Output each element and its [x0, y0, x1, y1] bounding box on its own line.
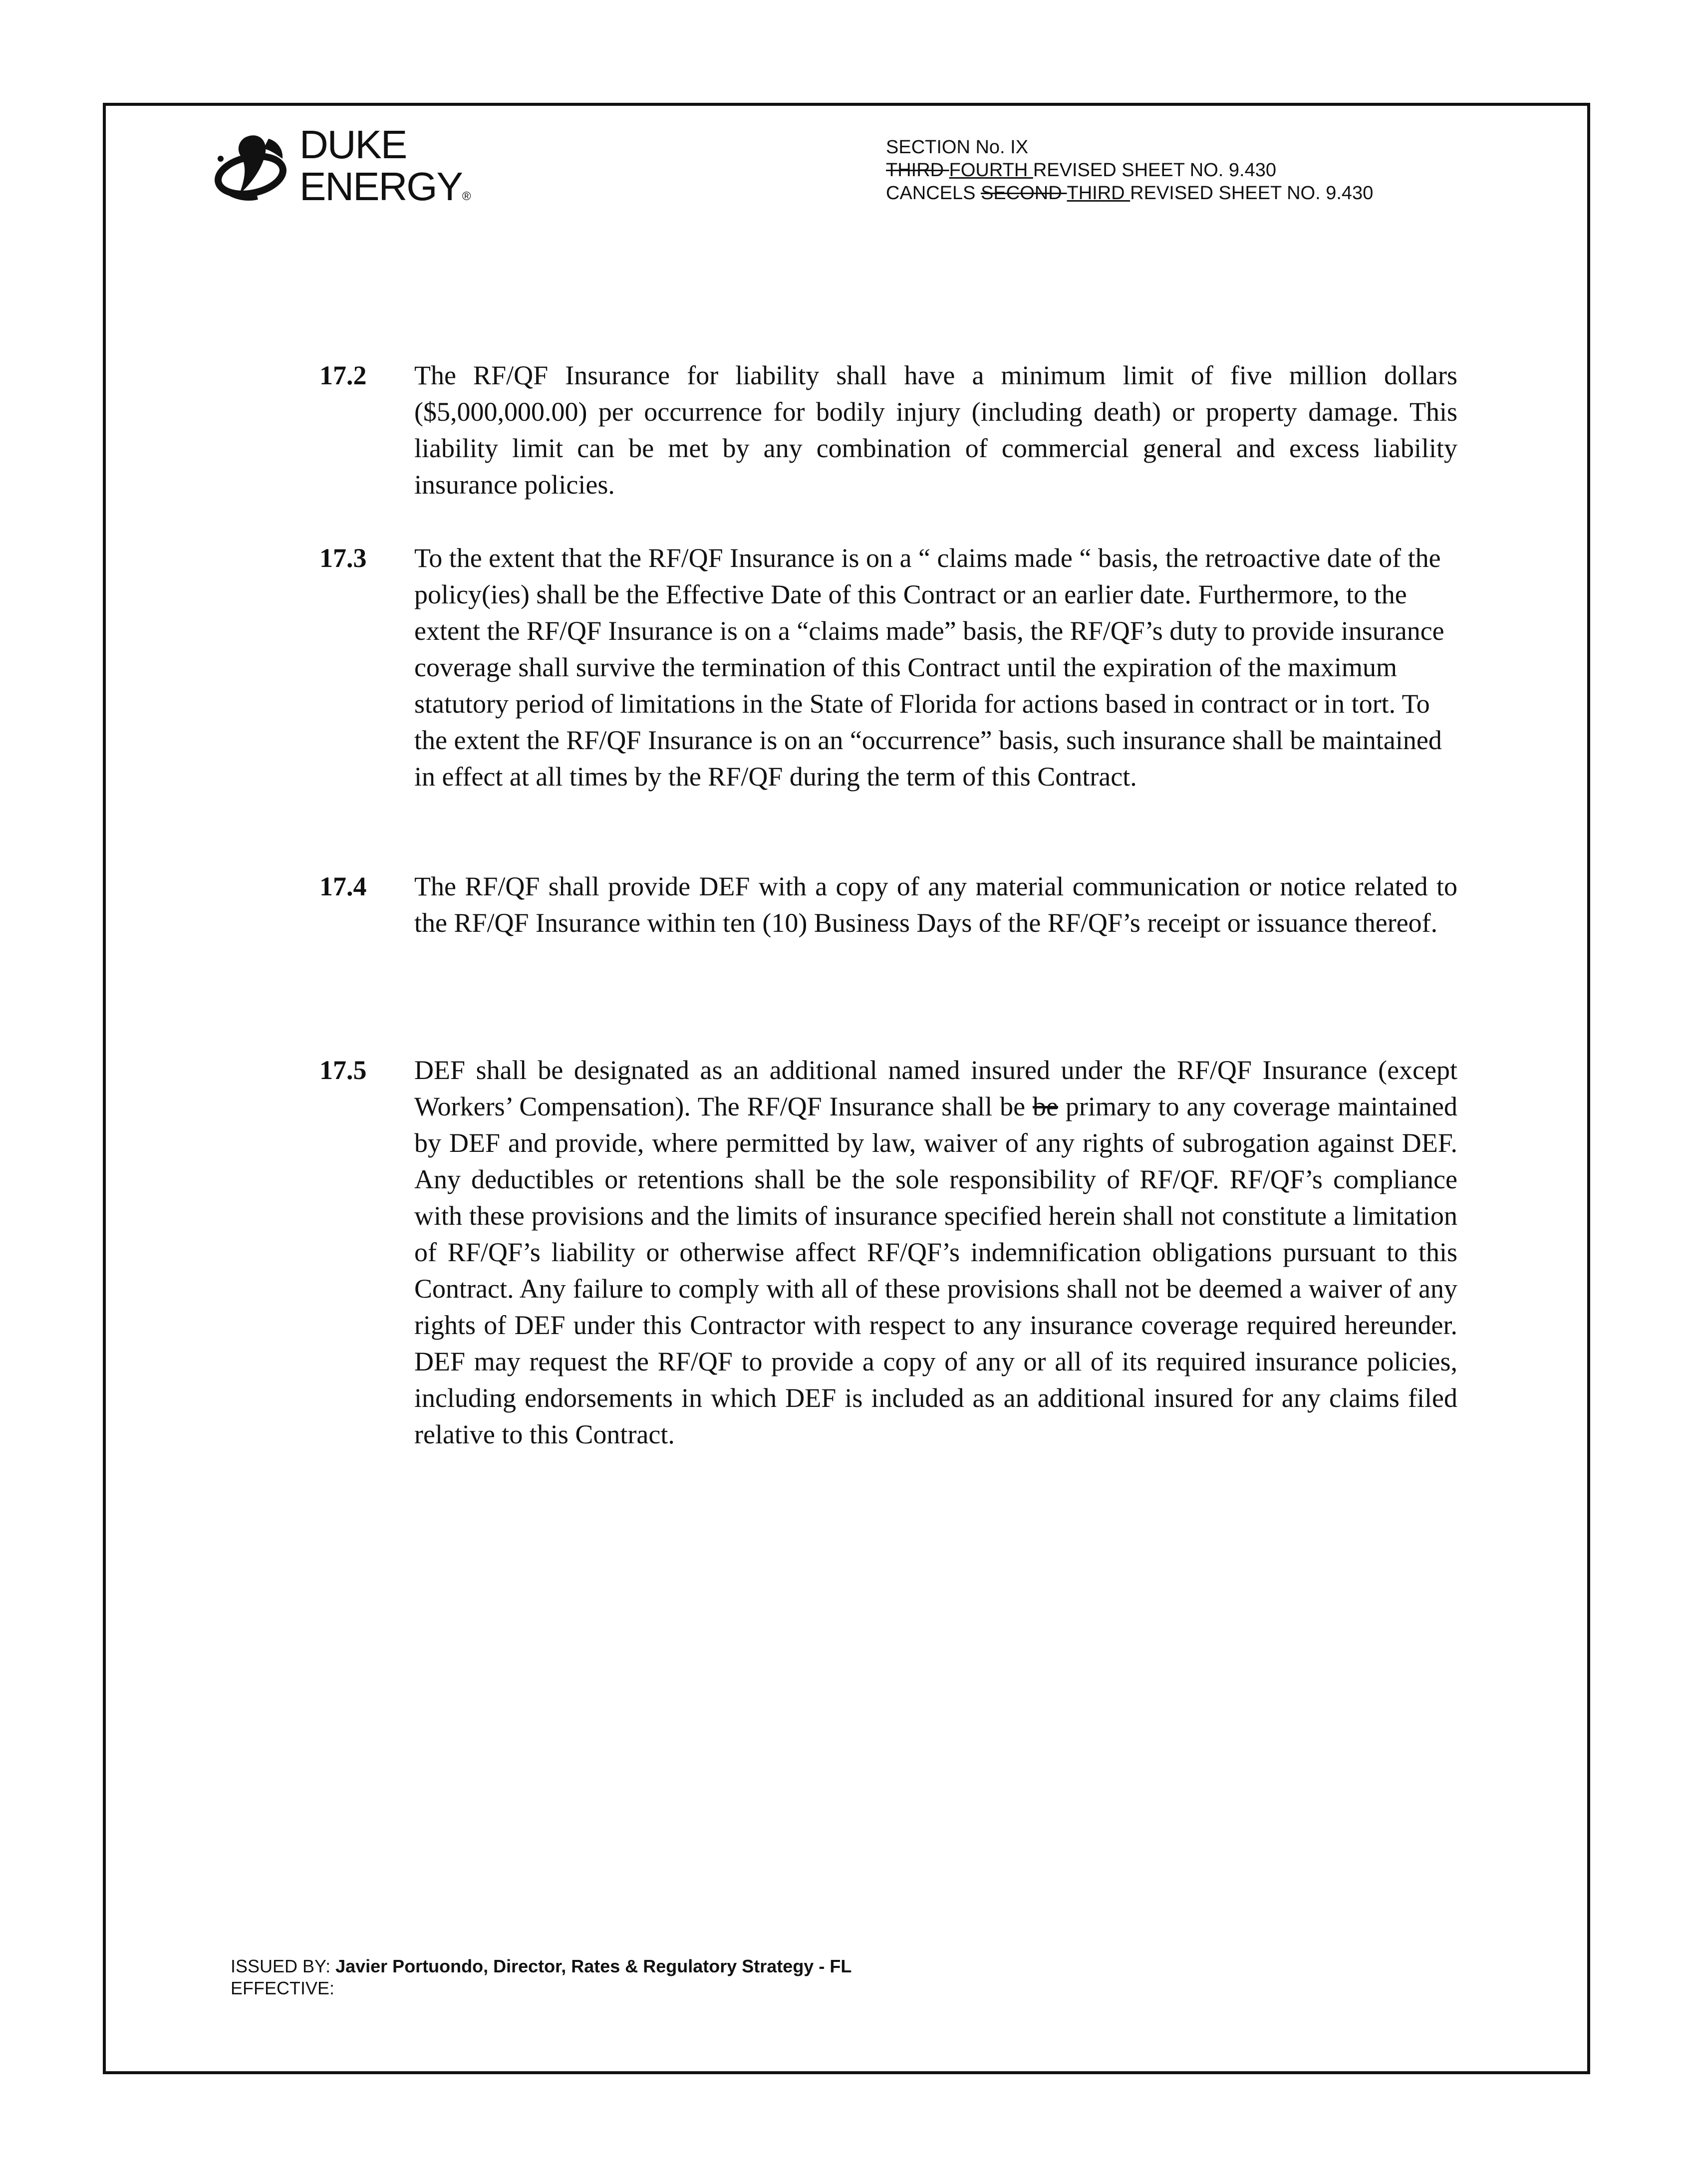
sheet-footer [231, 1955, 851, 1999]
issued-by-line [231, 1955, 851, 1977]
section-text-17-5-part-2: primary to any coverage maintained by DEF and provide, where permitted by law, waiver of any rights of subrogation against DEF. Any deductibles or retentions shall be the sole responsibility of RF/QF. RF/QF’s compliance with these provisions and the limits of insurance specified herein shall not constitute a limitation of RF/QF’s liability or otherwise affect RF/QF’s indemnification obligations pursuant to this Contract. Any failure to comply with all of these provisions shall not be deemed a waiver of any rights of DEF under this Contractor with respect to any insurance coverage required hereunder. DEF may request the RF/QF to provide a copy of any or all of its required insurance policies, including endorsements in which DEF is included as an additional insured for any claims filed relative to this Contract. [414, 1092, 1457, 1449]
issued-by-label: ISSUED BY: [231, 1956, 336, 1976]
logo-line-duke: DUKE [299, 122, 407, 167]
section-number: SECTION No. IX [886, 137, 1029, 158]
cancels-sheet-line [886, 182, 1373, 205]
struck-revision: THIRD [886, 160, 949, 181]
struck-cancel-revision: SECOND [981, 183, 1067, 204]
section-number-17-5: 17.5 [319, 1055, 367, 1085]
section-text-17-3: To the extent that the RF/QF Insurance is on a “ claims made “ basis, the retroactive date of the policy(ies) shall be the Effective Date of this Contract or an earlier date. Furthermore, to the extent the RF/QF Insurance is on a “claims made” basis, the RF/QF’s duty to provide insurance coverage shall survive the termination of this Contract until the expiration of the maximum statutory period of limitations in the State of Florida for actions based in contract or in tort. To the extent the RF/QF Insurance is on an “occurrence” basis, such insurance shall be maintained in effect at all times by the RF/QF during the term of this Contract. [414, 543, 1444, 792]
struck-word: be [1033, 1092, 1058, 1121]
section-text-17-4: The RF/QF shall provide DEF with a copy of any material communication or notice related to the RF/QF Insurance within ten (10) Business Days of the RF/QF’s receipt or issuance thereof. [414, 871, 1457, 938]
effective-line: EFFECTIVE: [231, 1978, 335, 1998]
section-number-17-2: 17.2 [319, 360, 367, 390]
section-number-17-3: 17.3 [319, 543, 367, 573]
logo-line-energy [299, 166, 471, 218]
logo-wordmark [299, 124, 471, 218]
section-text-17-2: The RF/QF Insurance for liability shall have a minimum limit of five million dollars ($5,000,000.00) per occurrence for bodily injury (including death) or property damage. This liability limit can be met by any combination of commercial general and excess liability insurance policies. [414, 360, 1457, 500]
duke-energy-logo-mark-icon [210, 128, 294, 213]
section-text-17-5-part-1: DEF shall be designated as an additional named insured under the RF/QF Insurance (except Workers’ Compensation). The RF/QF Insurance shall be [414, 1055, 1457, 1121]
revised-sheet-line [886, 159, 1373, 182]
inserted-revision: FOURTH [949, 160, 1033, 181]
section-text-17-5 [414, 1052, 1457, 1453]
section-number-17-4: 17.4 [319, 871, 367, 901]
registered-mark: ® [462, 190, 471, 203]
issued-by-value: Javier Portuondo, Director, Rates & Regulatory Strategy - FL [335, 1956, 852, 1976]
cancels-prefix: CANCELS [886, 183, 981, 204]
cancels-sheet-text: REVISED SHEET NO. 9.430 [1130, 183, 1374, 204]
logo-word-energy: ENERGY [299, 164, 462, 209]
duke-energy-logo [210, 124, 509, 219]
sheet-header [886, 136, 1373, 205]
inserted-cancel-revision: THIRD [1067, 183, 1130, 204]
revised-sheet-text: REVISED SHEET NO. 9.430 [1033, 160, 1276, 181]
